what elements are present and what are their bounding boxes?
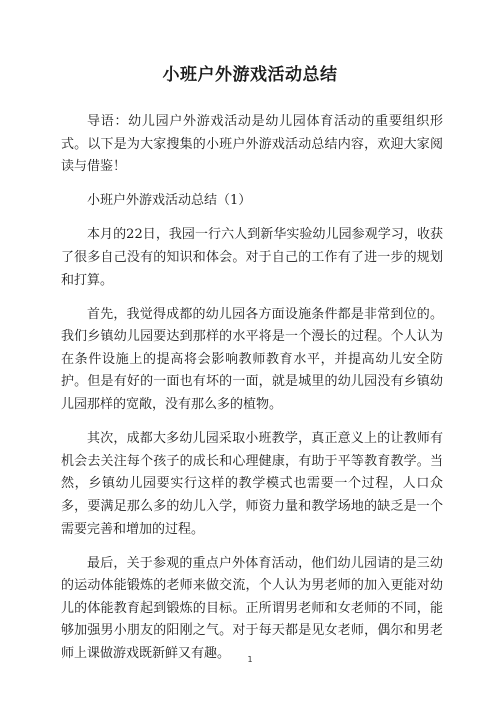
intro-paragraph: 导语：幼儿园户外游戏活动是幼儿园体育活动的重要组织形式。以下是为大家搜集的小班户外游戏活动总结内容，欢迎大家阅读与借鉴！ [61, 114, 443, 175]
body-paragraph: 最后，关于参观的重点户外体育活动，他们幼儿园请的是三幼的运动体能锻炼的老师来做交流，个人认为男老师的加入更能对幼儿的体能教育起到锻炼的目标。正所谓男老师和女老师的不同，能够加强男小朋友的阳刚之气。对于每天都是见女老师，偶尔和男老师上课做游戏既新鲜又有趣。 [61, 555, 443, 661]
body-paragraph: 其次，成都大多幼儿园采取小班教学，真正意义上的让教师有机会去关注每个孩子的成长和心理健康，有助于平等教育教学。当然，乡镇幼儿园要实行这样的教学模式也需要一个过程，人口众多，要满足那么多的幼儿入学，师资力量和教学场地的缺乏是一个需要完善和增加的过程。 [61, 431, 443, 537]
section-heading: 小班户外游戏活动总结（1） [87, 193, 252, 209]
body-paragraph: 首先，我觉得成都的幼儿园各方面设施条件都是非常到位的。我们乡镇幼儿园要达到那样的水平将是一个漫长的过程。个人认为在条件设施上的提高将会影响教师教育水平，并提高幼儿安全防护。但是有好的一面也有坏的一面，就是城里的幼儿园没有乡镇幼儿园那样的宽敞，没有那么多的植物。 [61, 306, 443, 413]
body-paragraph: 本月的22日，我园一行六人到新华实验幼儿园参观学习，收获了很多自己没有的知识和体会。对于自己的工作有了进一步的规划和打算。 [61, 227, 443, 288]
page-number: 1 [247, 655, 253, 664]
document-body [61, 111, 443, 677]
document-title: 小班户外游戏活动总结 [162, 65, 338, 85]
